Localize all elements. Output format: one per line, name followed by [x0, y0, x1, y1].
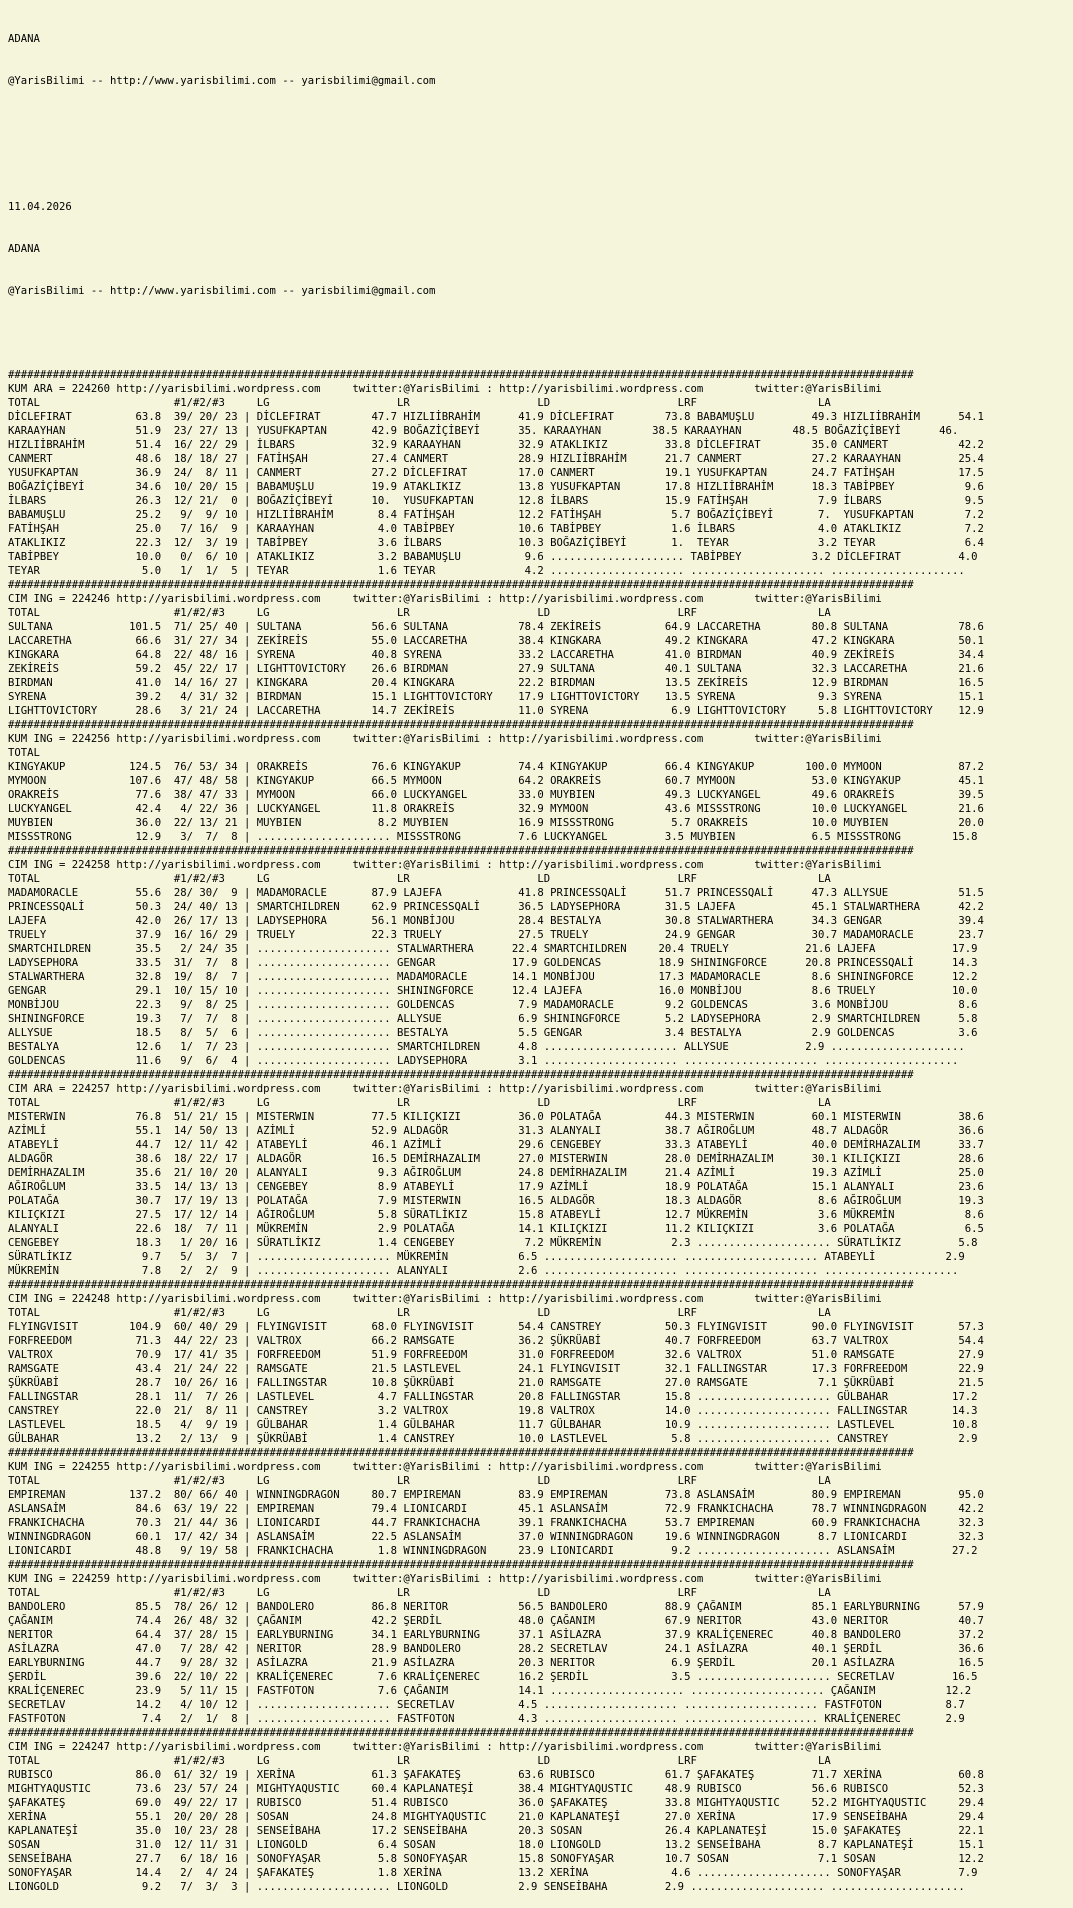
table-row: SULTANA 101.5 71/ 25/ 40 | SULTANA 56.6 SULTANA 78.4 ZEKİREİS 64.9 LACCARETHA 80.8 SULTANA 78.6	[8, 621, 984, 633]
table-row: ŞÜKRÜABİ 28.7 10/ 26/ 16 | FALLINGSTAR 10.8 ŞÜKRÜABİ 21.0 RAMSGATE 27.0 RAMSGATE 7.1 ŞÜKRÜABİ 21.5	[8, 1377, 984, 1389]
separator-line: ##############################################################################################################################################	[8, 719, 914, 731]
table-row: ORAKREİS 77.6 38/ 47/ 33 | MYMOON 66.0 LUCKYANGEL 33.0 MUYBIEN 49.3 LUCKYANGEL 49.6 ORAKREİS 39.5	[8, 789, 984, 801]
race-title: CIM ING = 224246 http://yarisbilimi.wordpress.com twitter:@YarisBilimi : http://yarisbilimi.wordpress.com twitter:@YarisBilimi	[8, 593, 882, 605]
race-title: CIM ING = 224258 http://yarisbilimi.wordpress.com twitter:@YarisBilimi : http://yarisbilimi.wordpress.com twitter:@YarisBilimi	[8, 859, 882, 871]
race-block	[8, 368, 1065, 578]
table-row: POLATAĞA 30.7 17/ 19/ 13 | POLATAĞA 7.9 MISTERWIN 16.5 ALDAGÖR 18.3 ALDAGÖR 8.6 AĞIROĞLUM 19.3	[8, 1195, 984, 1207]
table-row: MIGHTYAQUSTIC 73.6 23/ 57/ 24 | MIGHTYAQUSTIC 60.4 KAPLANATEŞİ 38.4 MIGHTYAQUSTIC 48.9 RUBISCO 56.6 RUBISCO 52.3	[8, 1783, 984, 1795]
table-row: NERITOR 64.4 37/ 28/ 15 | EARLYBURNING 34.1 EARLYBURNING 37.1 ASİLAZRA 37.9 KRALİÇENEREC 40.8 BANDOLERO 37.2	[8, 1629, 984, 1641]
table-row: SHININGFORCE 19.3 7/ 7/ 8 | ..................... ALLYSUE 6.9 SHININGFORCE 5.2 LADYSEPHORA 2.9 SMARTCHILDREN 5.8	[8, 1013, 978, 1025]
race-title: CIM ING = 224247 http://yarisbilimi.wordpress.com twitter:@YarisBilimi : http://yarisbilimi.wordpress.com twitter:@YarisBilimi	[8, 1741, 882, 1753]
table-row: AZİMLİ 55.1 14/ 50/ 13 | AZİMLİ 52.9 ALDAGÖR 31.3 ALANYALI 38.7 AĞIROĞLUM 48.7 ALDAGÖR 36.6	[8, 1125, 984, 1137]
race-block	[8, 844, 1065, 1068]
table-row: MISSSTRONG 12.9 3/ 7/ 8 | ..................... MISSSTRONG 7.6 LUCKYANGEL 3.5 MUYBIEN 6.5 MISSSTRONG 15.8	[8, 831, 978, 843]
table-row: GENGAR 29.1 10/ 15/ 10 | ..................... SHININGFORCE 12.4 LAJEFA 16.0 MONBİJOU 8.6 TRUELY 10.0	[8, 985, 978, 997]
table-row: SMARTCHILDREN 35.5 2/ 24/ 35 | ..................... STALWARTHERA 22.4 SMARTCHILDREN 20.4 TRUELY 21.6 LAJEFA 17.9	[8, 943, 978, 955]
table-row: WINNINGDRAGON 60.1 17/ 42/ 34 | ASLANSAİM 22.5 ASLANSAİM 37.0 WINNINGDRAGON 19.6 WINNINGDRAGON 8.7 LIONICARDI 32.3	[8, 1531, 984, 1543]
table-row: RUBISCO 86.0 61/ 32/ 19 | XERİNA 61.3 ŞAFAKATEŞ 63.6 RUBISCO 61.7 ŞAFAKATEŞ 71.7 XERİNA 60.8	[8, 1769, 984, 1781]
separator-line: ##############################################################################################################################################	[8, 845, 914, 857]
table-row: KILIÇKIZI 27.5 17/ 12/ 14 | AĞIROĞLUM 5.8 SÜRATLİKIZ 15.8 ATABEYLİ 12.7 MÜKREMİN 3.6 MÜKREMİN 8.6	[8, 1209, 984, 1221]
table-row: KAPLANATEŞİ 35.0 10/ 23/ 28 | SENSEİBAHA 17.2 SENSEİBAHA 20.3 SOSAN 26.4 KAPLANATEŞİ 15.0 ŞAFAKATEŞ 22.1	[8, 1825, 984, 1837]
header-city: ADANA	[8, 33, 40, 45]
table-row: FORFREEDOM 71.3 44/ 22/ 23 | VALTROX 66.2 RAMSGATE 36.2 ŞÜKRÜABİ 40.7 FORFREEDOM 63.7 VALTROX 54.4	[8, 1335, 984, 1347]
separator-line: ##############################################################################################################################################	[8, 369, 914, 381]
table-row: ALANYALI 22.6 18/ 7/ 11 | MÜKREMİN 2.9 POLATAĞA 14.1 KILIÇKIZI 11.2 KILIÇKIZI 3.6 POLATAĞA 6.5	[8, 1223, 984, 1235]
table-row: ATABEYLİ 44.7 12/ 11/ 42 | ATABEYLİ 46.1 AZİMLİ 29.6 CENGEBEY 33.3 ATABEYLİ 40.0 DEMİRHAZALIM 33.7	[8, 1139, 984, 1151]
header-date: 11.04.2026	[8, 201, 72, 213]
race-block	[8, 1558, 1065, 1726]
race-block	[8, 578, 1065, 718]
header-contact-repeat: @YarisBilimi -- http://www.yarisbilimi.com -- yarisbilimi@gmail.com	[8, 285, 436, 297]
table-row: ALDAGÖR 38.6 18/ 22/ 17 | ALDAGÖR 16.5 DEMİRHAZALIM 27.0 MISTERWIN 28.0 DEMİRHAZALIM 30.1 KILIÇKIZI 28.6	[8, 1153, 984, 1165]
table-row: SECRETLAV 14.2 4/ 10/ 12 | ..................... SECRETLAV 4.5 ..................... ..................... FASTFOTON 8.7	[8, 1699, 965, 1711]
table-row: KRALİÇENEREC 23.9 5/ 11/ 15 | FASTFOTON 7.6 ÇAĞANIM 14.1 ..................... ..................... ÇAĞANIM 12.2	[8, 1685, 972, 1697]
table-row: VALTROX 70.9 17/ 41/ 35 | FORFREEDOM 51.9 FORFREEDOM 31.0 FORFREEDOM 32.6 VALTROX 51.0 RAMSGATE 27.9	[8, 1349, 984, 1361]
table-row: ATAKLIKIZ 22.3 12/ 3/ 19 | TABİPBEY 3.6 İLBARS 10.3 BOĞAZİÇİBEYİ 1. TEYAR 3.2 TEYAR 6.4	[8, 537, 984, 549]
table-row: KINGKARA 64.8 22/ 48/ 16 | SYRENA 40.8 SYRENA 33.2 LACCARETHA 41.0 BIRDMAN 40.9 ZEKİREİS 34.4	[8, 649, 984, 661]
table-row: CANMERT 48.6 18/ 18/ 27 | FATİHŞAH 27.4 CANMERT 28.9 HIZLIİBRAHİM 21.7 CANMERT 27.2 KARAAYHAN 25.4	[8, 453, 984, 465]
blank-line	[8, 116, 1065, 130]
table-row: ŞAFAKATEŞ 69.0 49/ 22/ 17 | RUBISCO 51.4 RUBISCO 36.0 ŞAFAKATEŞ 33.8 MIGHTYAQUSTIC 52.2 MIGHTYAQUSTIC 29.4	[8, 1797, 984, 1809]
table-row: PRINCESSQALİ 50.3 24/ 40/ 13 | SMARTCHILDREN 62.9 PRINCESSQALİ 36.5 LADYSEPHORA 31.5 LAJEFA 45.1 STALWARTHERA 42.2	[8, 901, 984, 913]
table-row: ÇAĞANIM 74.4 26/ 48/ 32 | ÇAĞANIM 42.2 ŞERDİL 48.0 ÇAĞANIM 67.9 NERITOR 43.0 NERITOR 40.7	[8, 1615, 984, 1627]
race-title: KUM ARA = 224260 http://yarisbilimi.wordpress.com twitter:@YarisBilimi : http://yarisbilimi.wordpress.com twitter:@YarisBilimi	[8, 383, 882, 395]
race-title: CIM ARA = 224257 http://yarisbilimi.wordpress.com twitter:@YarisBilimi : http://yarisbilimi.wordpress.com twitter:@YarisBilimi	[8, 1083, 882, 1095]
table-row: BIRDMAN 41.0 14/ 16/ 27 | KINGKARA 20.4 KINGKARA 22.2 BIRDMAN 13.5 ZEKİREİS 12.9 BIRDMAN 16.5	[8, 677, 984, 689]
table-row: MÜKREMİN 7.8 2/ 2/ 9 | ..................... ALANYALI 2.6 ..................... ..................... .....................	[8, 1265, 959, 1277]
table-row: KARAAYHAN 51.9 23/ 27/ 13 | YUSUFKAPTAN 42.9 BOĞAZİÇİBEYİ 35. KARAAYHAN 38.5 KARAAYHAN 48.5 BOĞAZİÇİBEYİ 46.	[8, 425, 959, 437]
table-row: TEYAR 5.0 1/ 1/ 5 | TEYAR 1.6 TEYAR 4.2 ..................... ..................... .....................	[8, 565, 965, 577]
table-row: ALLYSUE 18.5 8/ 5/ 6 | ..................... BESTALYA 5.5 GENGAR 3.4 BESTALYA 2.9 GOLDENCAS 3.6	[8, 1027, 978, 1039]
table-row: MADAMORACLE 55.6 28/ 30/ 9 | MADAMORACLE 87.9 LAJEFA 41.8 PRINCESSQALİ 51.7 PRINCESSQALİ 47.3 ALLYSUE 51.5	[8, 887, 984, 899]
table-row: TRUELY 37.9 16/ 16/ 29 | TRUELY 22.3 TRUELY 27.5 TRUELY 24.9 GENGAR 30.7 MADAMORACLE 23.7	[8, 929, 984, 941]
table-header-row: TOTAL #1/#2/#3 LG LR LD LRF LA	[8, 397, 831, 409]
race-block	[8, 718, 1065, 844]
race-title: KUM ING = 224256 http://yarisbilimi.wordpress.com twitter:@YarisBilimi : http://yarisbilimi.wordpress.com twitter:@YarisBilimi	[8, 733, 882, 745]
race-title: KUM ING = 224255 http://yarisbilimi.wordpress.com twitter:@YarisBilimi : http://yarisbilimi.wordpress.com twitter:@YarisBilimi	[8, 1461, 882, 1473]
table-row: LIGHTTOVICTORY 28.6 3/ 21/ 24 | LACCARETHA 14.7 ZEKİREİS 11.0 SYRENA 6.9 LIGHTTOVICTORY 5.8 LIGHTTOVICTORY 12.9	[8, 705, 984, 717]
race-tables	[8, 368, 1065, 1894]
separator-line: ##############################################################################################################################################	[8, 1279, 914, 1291]
table-row: LUCKYANGEL 42.4 4/ 22/ 36 | LUCKYANGEL 11.8 ORAKREİS 32.9 MYMOON 43.6 MISSSTRONG 10.0 LUCKYANGEL 21.6	[8, 803, 984, 815]
table-row: SENSEİBAHA 27.7 6/ 18/ 16 | SONOFYAŞAR 5.8 SONOFYAŞAR 15.8 SONOFYAŞAR 10.7 SOSAN 7.1 SOSAN 12.2	[8, 1853, 984, 1865]
table-row: FATİHŞAH 25.0 7/ 16/ 9 | KARAAYHAN 4.0 TABİPBEY 10.6 TABİPBEY 1.6 İLBARS 4.0 ATAKLIKIZ 7.2	[8, 523, 984, 535]
table-row: DİCLEFIRAT 63.8 39/ 20/ 23 | DİCLEFIRAT 47.7 HIZLIİBRAHİM 41.9 DİCLEFIRAT 73.8 BABAMUŞLU 49.3 HIZLIİBRAHİM 54.1	[8, 411, 984, 423]
table-row: İLBARS 26.3 12/ 21/ 0 | BOĞAZİÇİBEYİ 10. YUSUFKAPTAN 12.8 İLBARS 15.9 FATİHŞAH 7.9 İLBARS 9.5	[8, 495, 984, 507]
table-row: FRANKICHACHA 70.3 21/ 44/ 36 | LIONICARDI 44.7 FRANKICHACHA 39.1 FRANKICHACHA 53.7 EMPIREMAN 60.9 FRANKICHACHA 32.3	[8, 1517, 984, 1529]
table-row: BABAMUŞLU 25.2 9/ 9/ 10 | HIZLIİBRAHİM 8.4 FATİHŞAH 12.2 FATİHŞAH 5.7 BOĞAZİÇİBEYİ 7. YUSUFKAPTAN 7.2	[8, 509, 984, 521]
table-row: RAMSGATE 43.4 21/ 24/ 22 | RAMSGATE 21.5 LASTLEVEL 24.1 FLYINGVISIT 32.1 FALLINGSTAR 17.3 FORFREEDOM 22.9	[8, 1363, 984, 1375]
table-header-row: TOTAL #1/#2/#3 LG LR LD LRF LA	[8, 873, 831, 885]
table-header-row: TOTAL #1/#2/#3 LG LR LD LRF LA	[8, 1097, 831, 1109]
table-row: CANSTREY 22.0 21/ 8/ 11 | CANSTREY 3.2 VALTROX 19.8 VALTROX 14.0 ..................... FALLINGSTAR 14.3	[8, 1405, 978, 1417]
table-row: EMPIREMAN 137.2 80/ 66/ 40 | WINNINGDRAGON 80.7 EMPIREMAN 83.9 EMPIREMAN 73.8 ASLANSAİM 80.9 EMPIREMAN 95.0	[8, 1489, 984, 1501]
table-row: TABİPBEY 10.0 0/ 6/ 10 | ATAKLIKIZ 3.2 BABAMUŞLU 9.6 ..................... TABİPBEY 3.2 DİCLEFIRAT 4.0	[8, 551, 978, 563]
table-header-row: TOTAL #1/#2/#3 LG LR LD LRF LA	[8, 607, 831, 619]
table-header-row: TOTAL #1/#2/#3 LG LR LD LRF LA	[8, 1755, 831, 1767]
table-row: YUSUFKAPTAN 36.9 24/ 8/ 11 | CANMERT 27.2 DİCLEFIRAT 17.0 CANMERT 19.1 YUSUFKAPTAN 24.7 FATİHŞAH 17.5	[8, 467, 984, 479]
table-row: SYRENA 39.2 4/ 31/ 32 | BIRDMAN 15.1 LIGHTTOVICTORY 17.9 LIGHTTOVICTORY 13.5 SYRENA 9.3 SYRENA 15.1	[8, 691, 984, 703]
table-row: HIZLIİBRAHİM 51.4 16/ 22/ 29 | İLBARS 32.9 KARAAYHAN 32.9 ATAKLIKIZ 33.8 DİCLEFIRAT 35.0 CANMERT 42.2	[8, 439, 984, 451]
separator-line: ##############################################################################################################################################	[8, 1447, 914, 1459]
table-header-row: TOTAL	[8, 747, 40, 759]
table-row: LADYSEPHORA 33.5 31/ 7/ 8 | ..................... GENGAR 17.9 GOLDENCAS 18.9 SHININGFORCE 20.8 PRINCESSQALİ 14.3	[8, 957, 978, 969]
table-row: FALLINGSTAR 28.1 11/ 7/ 26 | LASTLEVEL 4.7 FALLINGSTAR 20.8 FALLINGSTAR 15.8 ..................... GÜLBAHAR 17.2	[8, 1391, 978, 1403]
table-row: ASİLAZRA 47.0 7/ 28/ 42 | NERITOR 28.9 BANDOLERO 28.2 SECRETLAV 24.1 ASİLAZRA 40.1 ŞERDİL 36.6	[8, 1643, 984, 1655]
table-row: FASTFOTON 7.4 2/ 1/ 8 | ..................... FASTFOTON 4.3 ..................... ..................... KRALİÇENEREC 2.9	[8, 1713, 965, 1725]
separator-line: ##############################################################################################################################################	[8, 1069, 914, 1081]
table-header-row: TOTAL #1/#2/#3 LG LR LD LRF LA	[8, 1307, 831, 1319]
race-block	[8, 1726, 1065, 1894]
header-contact: @YarisBilimi -- http://www.yarisbilimi.com -- yarisbilimi@gmail.com	[8, 75, 436, 87]
separator-line: ##############################################################################################################################################	[8, 1727, 914, 1739]
table-header-row: TOTAL #1/#2/#3 LG LR LD LRF LA	[8, 1475, 831, 1487]
blank-line	[8, 158, 1065, 172]
separator-line: ##############################################################################################################################################	[8, 1559, 914, 1571]
table-row: KINGYAKUP 124.5 76/ 53/ 34 | ORAKREİS 76.6 KINGYAKUP 74.4 KINGYAKUP 66.4 KINGYAKUP 100.0 MYMOON 87.2	[8, 761, 984, 773]
table-row: GOLDENCAS 11.6 9/ 6/ 4 | ..................... LADYSEPHORA 3.1 ..................... ..................... .....................	[8, 1055, 959, 1067]
table-row: LASTLEVEL 18.5 4/ 9/ 19 | GÜLBAHAR 1.4 GÜLBAHAR 11.7 GÜLBAHAR 10.9 ..................... LASTLEVEL 10.8	[8, 1419, 978, 1431]
blank-line	[8, 326, 1065, 340]
table-row: DEMİRHAZALIM 35.6 21/ 10/ 20 | ALANYALI 9.3 AĞIROĞLUM 24.8 DEMİRHAZALIM 21.4 AZİMLİ 19.3 AZİMLİ 25.0	[8, 1167, 984, 1179]
table-row: BESTALYA 12.6 1/ 7/ 23 | ..................... SMARTCHILDREN 4.8 ..................... ALLYSUE 2.9 .....................	[8, 1041, 965, 1053]
table-row: SÜRATLİKIZ 9.7 5/ 3/ 7 | ..................... MÜKREMİN 6.5 ..................... ..................... ATABEYLİ 2.9	[8, 1251, 965, 1263]
table-row: AĞIROĞLUM 33.5 14/ 13/ 13 | CENGEBEY 8.9 ATABEYLİ 17.9 AZİMLİ 18.9 POLATAĞA 15.1 ALANYALI 23.6	[8, 1181, 984, 1193]
table-row: LACCARETHA 66.6 31/ 27/ 34 | ZEKİREİS 55.0 LACCARETHA 38.4 KINGKARA 49.2 KINGKARA 47.2 KINGKARA 50.1	[8, 635, 984, 647]
table-row: ASLANSAİM 84.6 63/ 19/ 22 | EMPIREMAN 79.4 LIONICARDI 45.1 ASLANSAİM 72.9 FRANKICHACHA 78.7 WINNINGDRAGON 42.2	[8, 1503, 984, 1515]
table-row: LAJEFA 42.0 26/ 17/ 13 | LADYSEPHORA 56.1 MONBİJOU 28.4 BESTALYA 30.8 STALWARTHERA 34.3 GENGAR 39.4	[8, 915, 984, 927]
race-block	[8, 1068, 1065, 1278]
table-row: XERİNA 55.1 20/ 20/ 28 | SOSAN 24.8 MIGHTYAQUSTIC 21.0 KAPLANATEŞİ 27.0 XERİNA 17.9 SENSEİBAHA 29.4	[8, 1811, 984, 1823]
table-row: STALWARTHERA 32.8 19/ 8/ 7 | ..................... MADAMORACLE 14.1 MONBİJOU 17.3 MADAMORACLE 8.6 SHININGFORCE 12.2	[8, 971, 978, 983]
table-row: SOSAN 31.0 12/ 11/ 31 | LIONGOLD 6.4 SOSAN 18.0 LIONGOLD 13.2 SENSEİBAHA 8.7 KAPLANATEŞİ 15.1	[8, 1839, 984, 1851]
separator-line: ##############################################################################################################################################	[8, 579, 914, 591]
table-row: FLYINGVISIT 104.9 60/ 40/ 29 | FLYINGVISIT 68.0 FLYINGVISIT 54.4 CANSTREY 50.3 FLYINGVISIT 90.0 FLYINGVISIT 57.3	[8, 1321, 984, 1333]
table-row: ŞERDİL 39.6 22/ 10/ 22 | KRALİÇENEREC 7.6 KRALİÇENEREC 16.2 ŞERDİL 3.5 ..................... SECRETLAV 16.5	[8, 1671, 978, 1683]
race-block	[8, 1446, 1065, 1558]
race-title: KUM ING = 224259 http://yarisbilimi.wordpress.com twitter:@YarisBilimi : http://yarisbilimi.wordpress.com twitter:@YarisBilimi	[8, 1573, 882, 1585]
table-row: LIONGOLD 9.2 7/ 3/ 3 | ..................... LIONGOLD 2.9 SENSEİBAHA 2.9 ..................... .....................	[8, 1881, 965, 1893]
table-row: BANDOLERO 85.5 78/ 26/ 12 | BANDOLERO 86.8 NERITOR 56.5 BANDOLERO 88.9 ÇAĞANIM 85.1 EARLYBURNING 57.9	[8, 1601, 984, 1613]
table-row: MONBİJOU 22.3 9/ 8/ 25 | ..................... GOLDENCAS 7.9 MADAMORACLE 9.2 GOLDENCAS 3.6 MONBİJOU 8.6	[8, 999, 978, 1011]
table-header-row: TOTAL #1/#2/#3 LG LR LD LRF LA	[8, 1587, 831, 1599]
table-row: MUYBIEN 36.0 22/ 13/ 21 | MUYBIEN 8.2 MUYBIEN 16.9 MISSSTRONG 5.7 ORAKREİS 10.0 MUYBIEN 20.0	[8, 817, 984, 829]
race-block	[8, 1278, 1065, 1446]
table-row: MYMOON 107.6 47/ 48/ 58 | KINGYAKUP 66.5 MYMOON 64.2 ORAKREİS 60.7 MYMOON 53.0 KINGYAKUP 45.1	[8, 775, 984, 787]
table-row: ZEKİREİS 59.2 45/ 22/ 17 | LIGHTTOVICTORY 26.6 BIRDMAN 27.9 SULTANA 40.1 SULTANA 32.3 LACCARETHA 21.6	[8, 663, 984, 675]
table-row: EARLYBURNING 44.7 9/ 28/ 32 | ASİLAZRA 21.9 ASİLAZRA 20.3 NERITOR 6.9 ŞERDİL 20.1 ASİLAZRA 16.5	[8, 1657, 984, 1669]
race-title: CIM ING = 224248 http://yarisbilimi.wordpress.com twitter:@YarisBilimi : http://yarisbilimi.wordpress.com twitter:@YarisBilimi	[8, 1293, 882, 1305]
table-row: GÜLBAHAR 13.2 2/ 13/ 9 | ŞÜKRÜABİ 1.4 CANSTREY 10.0 LASTLEVEL 5.8 ..................... CANSTREY 2.9	[8, 1433, 978, 1445]
table-row: LIONICARDI 48.8 9/ 19/ 58 | FRANKICHACHA 1.8 WINNINGDRAGON 23.9 LIONICARDI 9.2 ..................... ASLANSAİM 27.2	[8, 1545, 978, 1557]
table-row: BOĞAZİÇİBEYİ 34.6 10/ 20/ 15 | BABAMUŞLU 19.9 ATAKLIKIZ 13.8 YUSUFKAPTAN 17.8 HIZLIİBRAHİM 18.3 TABİPBEY 9.6	[8, 481, 984, 493]
table-row: SONOFYAŞAR 14.4 2/ 4/ 24 | ŞAFAKATEŞ 1.8 XERİNA 13.2 XERİNA 4.6 ..................... SONOFYAŞAR 7.9	[8, 1867, 978, 1879]
table-row: MISTERWIN 76.8 51/ 21/ 15 | MISTERWIN 77.5 KILIÇKIZI 36.0 POLATAĞA 44.3 MISTERWIN 60.1 MISTERWIN 38.6	[8, 1111, 984, 1123]
table-row: CENGEBEY 18.3 1/ 20/ 16 | SÜRATLİKIZ 1.4 CENGEBEY 7.2 MÜKREMİN 2.3 ..................... SÜRATLİKIZ 5.8	[8, 1237, 978, 1249]
header-city-repeat: ADANA	[8, 243, 40, 255]
